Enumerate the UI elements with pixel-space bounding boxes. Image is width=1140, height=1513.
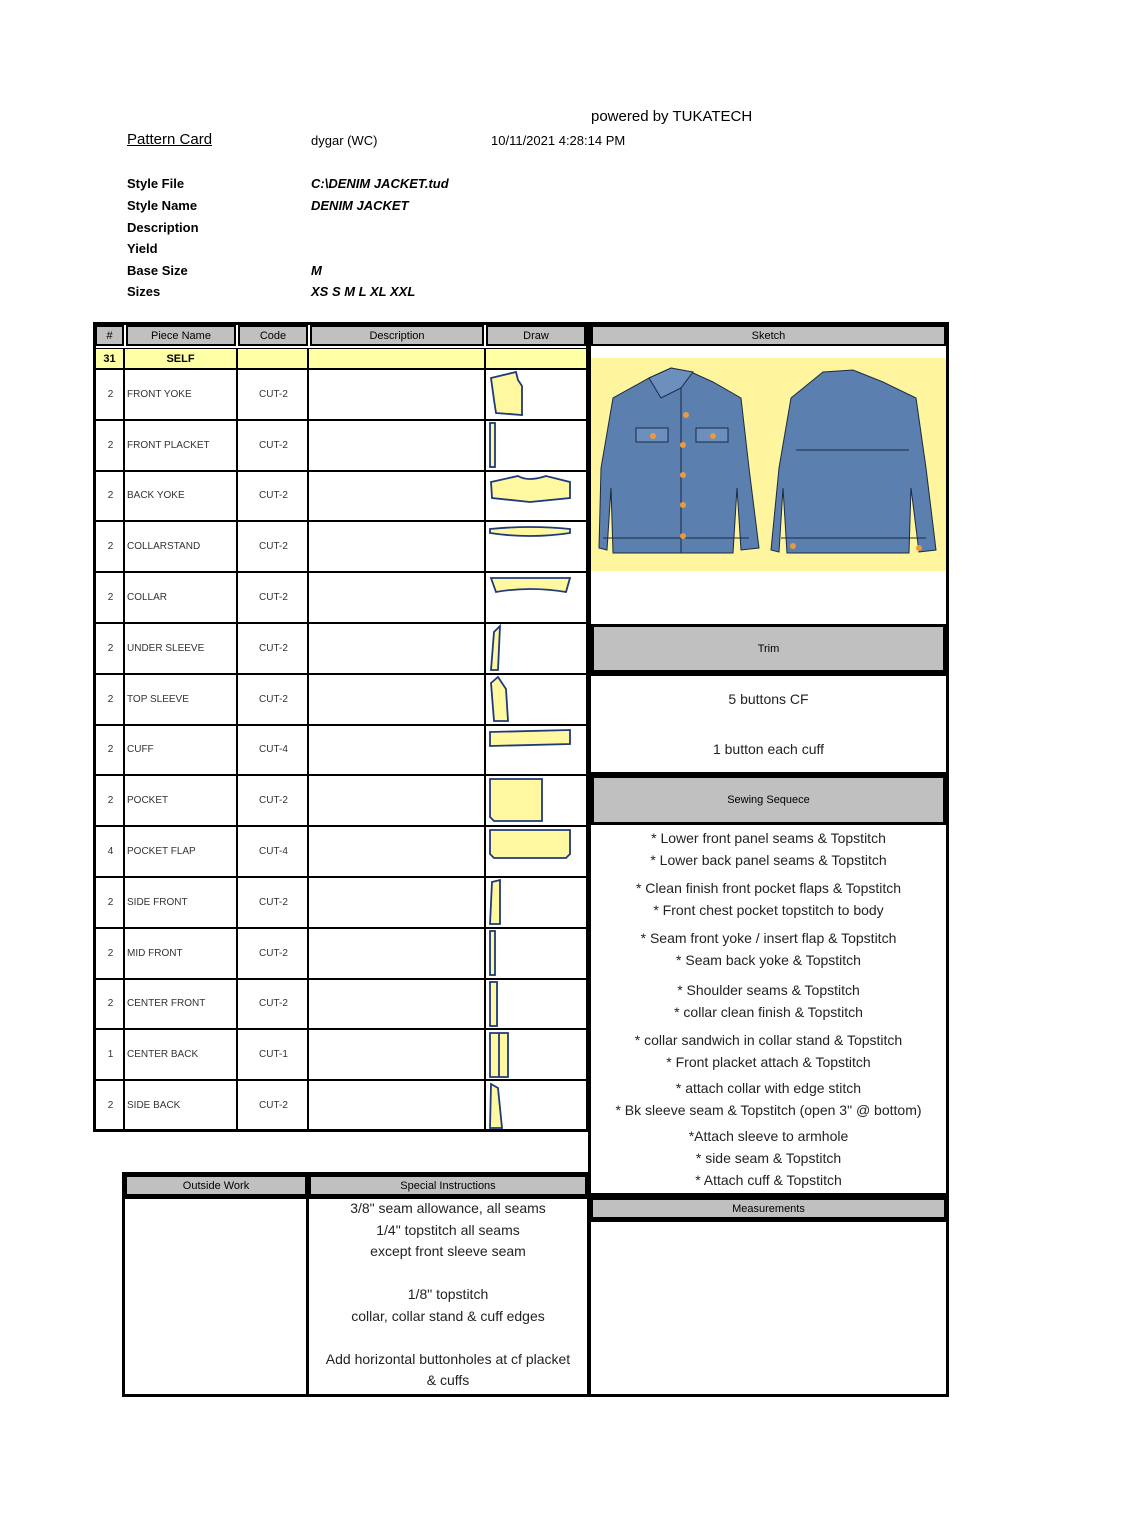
piece-name: POCKET FLAP [124, 826, 237, 877]
group-count: 31 [95, 348, 124, 369]
sewing-step: * Front placket attach & Topstitch [666, 1053, 871, 1070]
piece-description [308, 725, 485, 776]
piece-name: FRONT PLACKET [124, 420, 237, 471]
piece-qty: 2 [95, 1080, 124, 1131]
divider [588, 1219, 949, 1222]
piece-description [308, 928, 485, 979]
piece-qty: 2 [95, 674, 124, 725]
piece-code: CUT-1 [237, 1029, 308, 1080]
measurements-header: Measurements [591, 1198, 946, 1219]
piece-code: CUT-2 [237, 1080, 308, 1131]
piece-draw [485, 1080, 587, 1131]
piece-description [308, 826, 485, 877]
piece-code: CUT-2 [237, 674, 308, 725]
piece-draw [485, 1029, 587, 1080]
special-instruction-line: 1/4" topstitch all seams [376, 1221, 520, 1238]
piece-shape-icon [488, 675, 578, 723]
piece-draw [485, 521, 587, 572]
meta-label: Description [127, 220, 199, 235]
piece-code: CUT-2 [237, 471, 308, 522]
piece-name: UNDER SLEEVE [124, 623, 237, 674]
piece-name: COLLAR [124, 572, 237, 623]
piece-name: COLLARSTAND [124, 521, 237, 572]
piece-shape-icon [488, 574, 578, 622]
special-instruction-line: except front sleeve seam [370, 1243, 526, 1259]
sewing-step: * Clean finish front pocket flaps & Topstitch [635, 880, 902, 896]
col-header-draw: Draw [486, 325, 586, 346]
piece-qty: 1 [95, 1029, 124, 1080]
special-instruction-line: Add horizontal buttonholes at cf placket [325, 1350, 571, 1367]
piece-code: CUT-2 [237, 420, 308, 471]
special-instructions-text [309, 1198, 587, 1392]
group-name: SELF [124, 348, 237, 369]
piece-draw [485, 623, 587, 674]
special-instructions-header: Special Instructions [309, 1175, 587, 1196]
piece-qty: 2 [95, 572, 124, 623]
meta-label: Style Name [127, 198, 198, 213]
piece-draw [485, 725, 587, 776]
sewing-step: *Attach sleeve to armhole [688, 1128, 849, 1144]
col-header-code: Code [238, 325, 308, 346]
piece-shape-icon [488, 777, 578, 825]
special-instruction-line: & cuffs [426, 1372, 470, 1388]
piece-name: TOP SLEEVE [124, 674, 237, 725]
piece-draw [485, 979, 587, 1030]
piece-name: SIDE BACK [124, 1080, 237, 1131]
sewing-step: * Seam front yoke / insert flap & Topstitch [640, 930, 897, 946]
piece-name: CUFF [124, 725, 237, 776]
piece-qty: 2 [95, 979, 124, 1030]
trim-line-2: 1 button each cuff [712, 741, 825, 757]
piece-draw [485, 826, 587, 877]
piece-description [308, 775, 485, 826]
meta-value: M [311, 263, 322, 278]
piece-qty: 4 [95, 826, 124, 877]
user-label: dygar (WC) [311, 133, 378, 148]
piece-description [308, 471, 485, 522]
piece-shape-icon [488, 929, 578, 977]
piece-name: MID FRONT [124, 928, 237, 979]
sewing-step: * Lower front panel seams & Topstitch [651, 830, 886, 846]
special-instruction-line [309, 1263, 587, 1285]
datetime: 10/11/2021 4:28:14 PM [491, 133, 626, 148]
piece-draw [485, 877, 587, 928]
piece-shape-icon [488, 472, 578, 520]
group-draw [485, 348, 587, 369]
special-instruction-line [309, 1327, 587, 1349]
trim-header: Trim [591, 624, 946, 673]
sewing-step: * attach collar with edge stitch [675, 1080, 862, 1096]
piece-code: CUT-4 [237, 725, 308, 776]
sewing-header: Sewing Sequece [591, 775, 946, 825]
sewing-step: * Front chest pocket topstitch to body [653, 901, 884, 918]
sewing-step: * collar clean finish & Topstitch [674, 1003, 863, 1020]
piece-shape-icon [488, 624, 578, 672]
sewing-step: * side seam & Topstitch [695, 1149, 842, 1166]
trim-line-1: 5 buttons CF [728, 691, 809, 707]
piece-description [308, 979, 485, 1030]
outside-work-header: Outside Work [125, 1175, 307, 1196]
piece-name: CENTER FRONT [124, 979, 237, 1030]
piece-draw [485, 928, 587, 979]
special-instruction-line: collar, collar stand & cuff edges [351, 1307, 545, 1324]
piece-shape-icon [488, 1031, 578, 1079]
col-header-qty: # [95, 325, 124, 346]
sewing-step: * collar sandwich in collar stand & Topstitch [634, 1032, 903, 1048]
piece-shape-icon [488, 878, 578, 926]
group-description [308, 348, 485, 369]
piece-qty: 2 [95, 928, 124, 979]
piece-description [308, 369, 485, 420]
sewing-sequence-list [591, 828, 946, 1192]
piece-shape-icon [488, 421, 578, 469]
piece-description [308, 572, 485, 623]
piece-draw [485, 775, 587, 826]
piece-code: CUT-2 [237, 369, 308, 420]
piece-code: CUT-2 [237, 979, 308, 1030]
piece-qty: 2 [95, 369, 124, 420]
sewing-step: * Shoulder seams & Topstitch [677, 982, 860, 998]
piece-code: CUT-2 [237, 623, 308, 674]
piece-shape-icon [488, 980, 578, 1028]
col-header-piece-name: Piece Name [126, 325, 236, 346]
piece-name: POCKET [124, 775, 237, 826]
jacket-sketch [591, 358, 946, 571]
piece-code: CUT-2 [237, 877, 308, 928]
piece-name: BACK YOKE [124, 471, 237, 522]
meta-label: Style File [127, 176, 185, 191]
piece-qty: 2 [95, 877, 124, 928]
piece-description [308, 674, 485, 725]
meta-label: Sizes [127, 284, 161, 299]
meta-value: XS S M L XL XXL [311, 284, 416, 299]
piece-draw [485, 471, 587, 522]
sewing-step: * Lower back panel seams & Topstitch [650, 851, 887, 868]
meta-label: Base Size [127, 263, 188, 278]
piece-name: FRONT YOKE [124, 369, 237, 420]
piece-qty: 2 [95, 420, 124, 471]
piece-shape-icon [488, 726, 578, 774]
piece-shape-icon [488, 828, 578, 876]
piece-code: CUT-4 [237, 826, 308, 877]
piece-draw [485, 674, 587, 725]
piece-description [308, 420, 485, 471]
piece-qty: 2 [95, 775, 124, 826]
piece-description [308, 877, 485, 928]
piece-name: CENTER BACK [124, 1029, 237, 1080]
meta-value: DENIM JACKET [311, 198, 409, 213]
powered-by: powered by TUKATECH [591, 108, 753, 125]
jacket-front [599, 368, 759, 553]
piece-shape-icon [488, 1082, 578, 1130]
piece-qty: 2 [95, 471, 124, 522]
meta-value: C:\DENIM JACKET.tud [311, 176, 449, 191]
piece-description [308, 521, 485, 572]
piece-code: CUT-2 [237, 521, 308, 572]
piece-description [308, 623, 485, 674]
piece-code: CUT-2 [237, 928, 308, 979]
piece-qty: 2 [95, 725, 124, 776]
group-code [237, 348, 308, 369]
piece-draw [485, 420, 587, 471]
piece-qty: 2 [95, 521, 124, 572]
piece-draw [485, 572, 587, 623]
sewing-step: * Attach cuff & Topstitch [695, 1172, 842, 1188]
special-instruction-line: 1/8" topstitch [407, 1286, 489, 1302]
page-title: Pattern Card [127, 131, 213, 148]
sewing-step: * Seam back yoke & Topstitch [676, 951, 861, 968]
meta-label: Yield [127, 241, 158, 256]
divider [588, 673, 949, 676]
piece-code: CUT-2 [237, 572, 308, 623]
col-header-description: Description [310, 325, 484, 346]
sketch-header: Sketch [591, 325, 946, 346]
piece-code: CUT-2 [237, 775, 308, 826]
sewing-step: * Bk sleeve seam & Topstitch (open 3" @ bottom) [615, 1101, 922, 1118]
piece-draw [485, 369, 587, 420]
piece-description [308, 1029, 485, 1080]
piece-qty: 2 [95, 623, 124, 674]
piece-name: SIDE FRONT [124, 877, 237, 928]
piece-description [308, 1080, 485, 1131]
piece-shape-icon [488, 370, 578, 418]
piece-shape-icon [488, 523, 578, 571]
measurements-panel [588, 1195, 949, 1397]
special-instruction-line: 3/8" seam allowance, all seams [350, 1200, 546, 1216]
